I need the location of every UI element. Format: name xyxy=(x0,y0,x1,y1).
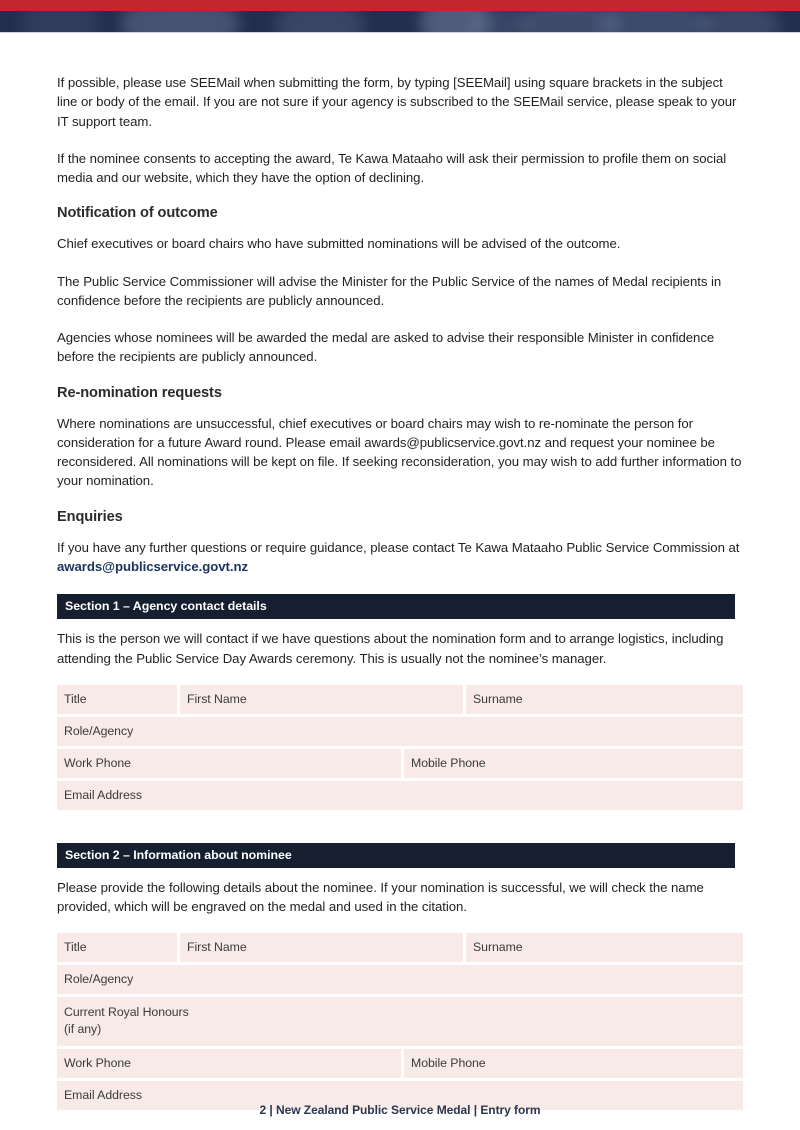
paragraph-agencies: Agencies whose nominees will be awarded the medal are asked to advise their responsible Minister in confidence before the recipients are publicly announced. xyxy=(57,330,715,365)
field-role-agency-s2[interactable]: Role/Agency xyxy=(57,965,743,994)
document-page xyxy=(0,33,800,1130)
page-footer: 2 | New Zealand Public Service Medal | Entry form xyxy=(259,1103,541,1117)
enquiries-email-link[interactable]: awards@publicservice.govt.nz xyxy=(57,558,249,574)
field-first-name-s2[interactable]: First Name xyxy=(180,933,463,962)
header-navy-band xyxy=(0,11,800,33)
banner-texture-blob xyxy=(600,11,710,33)
field-email-address-s1[interactable]: Email Address xyxy=(57,781,743,810)
field-work-phone-s1[interactable]: Work Phone xyxy=(57,749,401,778)
field-work-phone-s2[interactable]: Work Phone xyxy=(57,1049,401,1078)
paragraph-renomination: Where nominations are unsuccessful, chief executives or board chairs may wish to re-nominate the person for consideration for a future Award round. Please email awards@publicservice.govt.nz and request your nominee be reconsidered. All nominations will be kept on file. If seeking reconsideration, you may wish to add further information to your nomination. xyxy=(57,415,742,489)
table-row xyxy=(57,781,743,810)
enquiries-text: If you have any further questions or require guidance, please contact Te Kawa Mataaho Public Service Commission at xyxy=(57,539,740,555)
field-title-s1[interactable]: Title xyxy=(57,685,177,714)
paragraph-seemail: If possible, please use SEEMail when submitting the form, by typing [SEEMail] using square brackets in the subject line or body of the email. If you are not sure if your agency is subscribed to the SEEMail service, please speak to your IT support team. xyxy=(57,75,737,129)
field-royal-honours-line2: (if any) xyxy=(64,1021,102,1036)
banner-texture-blob xyxy=(700,11,780,33)
section-2-form-table xyxy=(57,933,743,1109)
paragraph-commissioner: The Public Service Commissioner will advise the Minister for the Public Service of the names of Medal recipients in confidence before the recipients are publicly announced. xyxy=(57,273,722,308)
section-2-header-bar: Section 2 – Information about nominee xyxy=(57,843,735,868)
heading-notification-of-outcome: Notification of outcome xyxy=(57,205,218,222)
field-role-agency-s1[interactable]: Role/Agency xyxy=(57,717,743,746)
banner-texture-blob xyxy=(20,11,100,33)
page-header-banner xyxy=(0,0,800,33)
field-surname-s2[interactable]: Surname xyxy=(466,933,743,962)
table-row xyxy=(57,717,743,746)
section-1-form-table xyxy=(57,685,743,810)
heading-re-nomination-requests: Re-nomination requests xyxy=(57,384,222,401)
heading-enquiries: Enquiries xyxy=(57,508,123,525)
field-surname-s1[interactable]: Surname xyxy=(466,685,743,714)
field-email-address-s2[interactable]: Email Address xyxy=(57,1081,743,1110)
field-title-s2[interactable]: Title xyxy=(57,933,177,962)
table-row xyxy=(57,965,743,994)
field-royal-honours-line1: Current Royal Honours xyxy=(64,1005,189,1020)
paragraph-chief-executives: Chief executives or board chairs who have submitted nominations will be advised of the outcome. xyxy=(57,236,621,252)
section-spacer xyxy=(57,813,743,843)
section-1-header-bar: Section 1 – Agency contact details xyxy=(57,594,735,619)
table-row xyxy=(57,997,743,1045)
section-2-intro: Please provide the following details about the nominee. If your nomination is successful, we will check the name provided, which will be engraved on the medal and used in the citation. xyxy=(57,879,704,915)
banner-texture-blob xyxy=(120,11,240,33)
paragraph-consent: If the nominee consents to accepting the award, Te Kawa Mataaho will ask their permission to profile them on social media and our website, which they have the option of declining. xyxy=(57,150,727,186)
table-row xyxy=(57,933,743,962)
table-row xyxy=(57,749,743,778)
table-row xyxy=(57,1049,743,1078)
document-content xyxy=(57,73,743,1113)
paragraph-enquiries xyxy=(57,538,743,577)
table-row xyxy=(57,685,743,714)
field-mobile-phone-s2[interactable]: Mobile Phone xyxy=(404,1049,743,1078)
header-red-band xyxy=(0,0,800,11)
section-1-intro: This is the person we will contact if we have questions about the nomination form and to arrange logistics, including attending the Public Service Day Awards ceremony. This is usually not the nominee’s manager. xyxy=(57,631,724,666)
field-royal-honours-s2[interactable] xyxy=(57,997,743,1045)
banner-texture-blob xyxy=(275,11,365,33)
field-first-name-s1[interactable]: First Name xyxy=(180,685,463,714)
field-mobile-phone-s1[interactable]: Mobile Phone xyxy=(404,749,743,778)
